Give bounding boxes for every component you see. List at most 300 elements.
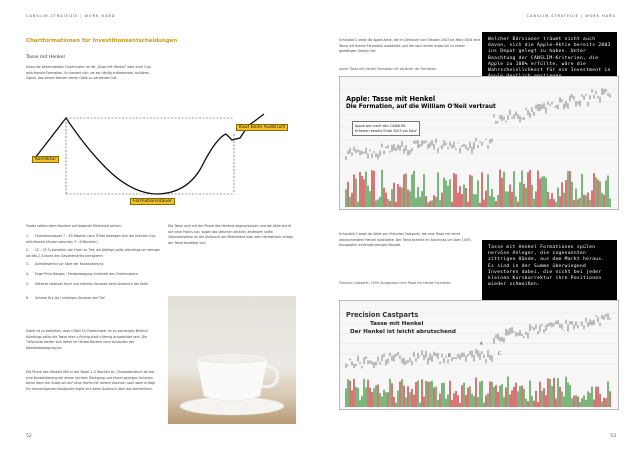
volume-bar: [411, 174, 412, 207]
volume-bar: [575, 189, 576, 207]
volume-bar: [535, 191, 536, 207]
volume-bar: [511, 192, 512, 207]
volume-bar: [447, 186, 448, 207]
volume-bar: [439, 200, 440, 207]
volume-bar: [495, 201, 496, 207]
volume-bar: [549, 379, 550, 407]
volume-bar: [605, 180, 606, 207]
volume-bar: [357, 202, 358, 207]
volume-bar: [537, 402, 538, 407]
volume-bar: [493, 197, 494, 207]
volume-bar: [437, 172, 438, 207]
volume-bar: [347, 182, 348, 207]
list-item: [26, 248, 161, 259]
volume-bar: [399, 187, 400, 207]
volume-bar: [501, 178, 502, 207]
volume-bar: [377, 199, 378, 207]
volume-bar: [573, 396, 574, 407]
volume-bar: [533, 199, 534, 207]
volume-bar: [609, 198, 610, 207]
volume-bar: [369, 191, 370, 207]
volume-bar: [499, 169, 500, 207]
volume-bar: [509, 185, 510, 207]
volume-bar: [415, 382, 416, 407]
volume-bar: [569, 385, 570, 407]
volume-bar: [477, 180, 478, 207]
volume-bar: [475, 194, 476, 207]
volume-bar: [473, 194, 474, 207]
volume-bar: [457, 395, 458, 407]
volume-bar: [353, 379, 354, 407]
chart2-subtitle-2: Der Henkel ist leicht abrutschend: [350, 329, 456, 335]
volume-bar: [387, 392, 388, 407]
volume-bar: [449, 179, 450, 207]
volume-bar: [489, 382, 490, 407]
volume-bar: [513, 171, 514, 207]
precision-stock-chart: [339, 300, 619, 410]
volume-bar: [401, 379, 402, 407]
volume-bar: [505, 388, 506, 407]
chart1-title: Apple: Tasse mit Henkel: [346, 95, 436, 103]
volume-bar: [437, 400, 438, 407]
volume-bar: [603, 195, 604, 207]
volume-bar: [583, 195, 584, 207]
volume-bar: [551, 386, 552, 407]
volume-bar: [601, 193, 602, 207]
volume-bar: [373, 388, 374, 407]
volume-bar: [409, 191, 410, 207]
volume-bar: [409, 392, 410, 407]
volume-bar: [595, 177, 596, 207]
volume-bar: [503, 397, 504, 407]
volume-bar: [477, 397, 478, 407]
volume-bar: [561, 182, 562, 207]
volume-bar: [529, 381, 530, 407]
volume-bar: [355, 387, 356, 407]
coffee-cup-illustration: [168, 296, 296, 424]
volume-bar: [419, 197, 420, 207]
volume-bar: [527, 172, 528, 207]
volume-bar: [363, 379, 364, 407]
volume-bar: [457, 193, 458, 207]
volume-bar: [601, 401, 602, 407]
volume-bar: [445, 180, 446, 207]
running-header: CANSLIM-STRATEGIE | WORK HARD: [26, 14, 116, 18]
volume-bar: [591, 386, 592, 407]
volume-bar: [447, 395, 448, 407]
volume-bar: [533, 401, 534, 407]
subsection-title: Tasse mit Henkel: [26, 55, 65, 60]
col1-intro: Trader sollten beim Handeln auf folgende Merkmale achten:: [26, 224, 122, 228]
volume-bar: [485, 395, 486, 407]
volume-bar: [357, 388, 358, 407]
volume-bar: [515, 196, 516, 207]
volume-bar: [585, 195, 586, 207]
volume-bar: [563, 193, 564, 207]
volume-bar: [531, 396, 532, 407]
volume-bar: [397, 391, 398, 407]
volume-bar: [485, 191, 486, 207]
volume-bar: [371, 392, 372, 407]
volume-bar: [405, 173, 406, 207]
volume-bar: [427, 382, 428, 407]
volume-bar: [515, 383, 516, 407]
volume-bar: [561, 392, 562, 407]
volume-bar: [491, 189, 492, 207]
volume-bar: [367, 380, 368, 407]
volume-bar: [527, 401, 528, 407]
list-item-text: Höheres relatives Hoch und höheres Volumen beim Ausbruch der Aktie: [35, 282, 149, 286]
volume-bar: [431, 200, 432, 207]
volume-bar: [567, 171, 568, 207]
volume-bar: [605, 398, 606, 407]
volume-bar: [553, 378, 554, 407]
col2-paragraph-1: Die Tasse wird mit der Phase des Henkels abgeschlossen und die Aktie bricht auf neue Hochs aus, wobei das Volumen deutlich ansteigen sollte. Optimalerweise ist der Ausbruch am Widerstand bzw. dem Henkelhoch erfolgt, der Trend bestätigt sich.: [168, 224, 294, 245]
volume-bar: [451, 202, 452, 207]
volume-bar: [365, 387, 366, 407]
volume-bar: [497, 392, 498, 407]
volume-bar: [391, 383, 392, 407]
volume-bar: [545, 178, 546, 207]
section-title: Chartformationen für Investitionsentscheidungen: [26, 38, 178, 44]
volume-bar: [465, 395, 466, 407]
volume-bar: [497, 195, 498, 207]
volume-bar: [607, 381, 608, 407]
volume-bar: [513, 387, 514, 407]
volume-bar: [529, 170, 530, 207]
volume-bar: [509, 395, 510, 407]
volume-bar: [443, 178, 444, 207]
list-item: [26, 296, 161, 302]
volume-bar: [443, 383, 444, 407]
volume-bar: [407, 190, 408, 207]
volume-bar: [505, 191, 506, 207]
volume-bar: [591, 190, 592, 207]
volume-bar: [487, 393, 488, 407]
volume-bar: [349, 197, 350, 207]
black-info-box-2: Tasse mit Henkel Formationen spülen nervöse Anleger, die sogenannten zittrigen Hände, aus dem Markt heraus. Es sind in der Summe überwiegend Investoren dabei, die nicht bei jeder kleinen Kurskorrektur ihre Positionen wieder schmeißen.: [482, 240, 617, 326]
right-paragraph-2: Schaubild 2 zeigt die Aktie von Precision Castparts, die eine Tasse mit leicht abrutschendem Henkel ausbildete. Der Trend brachte im Anschluss um über 100% Kursgewinn innerhalb weniger Monate.: [339, 232, 471, 248]
volume-bar: [375, 385, 376, 407]
volume-bar: [463, 383, 464, 407]
volume-bar: [525, 188, 526, 207]
volume-bar: [345, 388, 346, 407]
chart2-caption: Precision Castparts: 100% Kursgewinn nach Tasse mit Henkel Formation: [339, 281, 451, 285]
volume-bar: [507, 192, 508, 207]
volume-bar: [573, 200, 574, 207]
volume-bar: [577, 199, 578, 207]
volume-bar: [353, 174, 354, 207]
volume-bar: [483, 403, 484, 407]
volume-bar: [421, 191, 422, 207]
list-item: [26, 282, 161, 288]
volume-bar: [377, 384, 378, 407]
volume-bar: [359, 400, 360, 407]
black-info-box-1: Welcher Börsianer träumt nicht auch davon, sich die Apple-Aktie bereits 2003 ins Depot gelegt zu haben. Unter Beachtung der CANSLIM-Kriterien, die Apple zu 100% erfüllte, wäre die Wahrscheinlichkeit für ein Investment in: [482, 32, 617, 122]
volume-bar: [373, 171, 374, 207]
volume-bar: [427, 203, 428, 207]
volume-bar: [539, 382, 540, 407]
volume-bar: [525, 399, 526, 407]
volume-bar: [459, 403, 460, 407]
volume-bar: [577, 396, 578, 407]
volume-bar: [579, 198, 580, 207]
volume-bar: [349, 381, 350, 407]
volume-bar: [589, 200, 590, 207]
volume-bar: [593, 173, 594, 207]
volume-bar: [461, 385, 462, 407]
volume-bar: [401, 188, 402, 207]
volume-bar: [385, 193, 386, 207]
volume-bar: [521, 386, 522, 407]
volume-bar: [441, 193, 442, 207]
chart1-note: Apple war nach den CANSLIM-Kriterien bereits Ende 2003 ein Kauf: [352, 121, 420, 136]
apple-stock-chart: [339, 76, 619, 210]
volume-bar: [431, 381, 432, 407]
volume-bar: [599, 394, 600, 407]
volume-bar: [523, 389, 524, 407]
volume-bar: [417, 380, 418, 407]
volume-bar: [519, 182, 520, 207]
page-number-right: 53: [610, 434, 616, 439]
intro-paragraph: Eines der bekanntesten Chartmuster ist die „Tasse mit Henkel“ oder auch Cup-with-Handle-Formation. Es handelt sich um ein häufig auftretendes, bullishes Signal, das seinen Namen seiner Optik zu verdanken hat.: [26, 65, 152, 81]
volume-bar: [441, 383, 442, 407]
volume-bar: [493, 387, 494, 407]
volume-bar: [471, 394, 472, 407]
volume-bar: [481, 381, 482, 407]
volume-bar: [383, 188, 384, 207]
volume-bar: [405, 397, 406, 407]
chart1-subtitle: Die Formation, auf die William O'Neil vertraut: [346, 104, 496, 110]
volume-bar: [361, 176, 362, 207]
volume-bar: [567, 382, 568, 407]
volume-bar: [455, 391, 456, 407]
list-item-number: 5.: [26, 282, 30, 286]
volume-bar: [361, 396, 362, 407]
volume-bar: [453, 173, 454, 207]
right-paragraph-1: Schaubild 1 zeigt die Apple-Aktie, die im Zeitraum von Oktober 2003 bis März 2004 eine Tasse mit Henkel Formation ausbildete und die nach einem Ausbruch zu einem gewaltigen Gewinn lief.: [339, 38, 481, 54]
volume-bar: [571, 182, 572, 207]
diagram-label-dauer: Formationsdauer: [130, 198, 175, 205]
volume-bar: [597, 387, 598, 407]
volume-bar: [391, 189, 392, 207]
volume-bar: [449, 381, 450, 407]
volume-bar: [393, 183, 394, 207]
page-number-left: 52: [26, 434, 32, 439]
volume-bar: [385, 392, 386, 407]
volume-bar: [463, 185, 464, 207]
volume-bar: [421, 379, 422, 407]
volume-bar: [521, 171, 522, 207]
volume-bar: [417, 187, 418, 207]
volume-bar: [551, 193, 552, 207]
volume-bar: [603, 398, 604, 407]
volume-bar: [519, 386, 520, 407]
volume-bar: [553, 199, 554, 207]
chart2-subtitle: Tasse mit Henkel: [370, 321, 424, 327]
volume-bar: [439, 394, 440, 407]
chart2-title: Precision Castparts: [346, 311, 419, 319]
volume-bar: [381, 170, 382, 207]
volume-bar: [375, 200, 376, 207]
volume-bar: [479, 203, 480, 207]
volume-bar: [479, 382, 480, 407]
volume-bar: [395, 403, 396, 407]
volume-bar: [415, 198, 416, 207]
volume-bar: [461, 194, 462, 207]
volume-bar: [517, 201, 518, 207]
volume-bar: [543, 388, 544, 407]
right-page: [321, 0, 642, 453]
volume-bar: [445, 399, 446, 407]
volume-bar: [563, 396, 564, 407]
volume-bar: [499, 386, 500, 407]
diagram-label-korrektur: Korrektur: [32, 156, 59, 163]
list-item-text: Volume Dry-Up / niedriges Volumen am Tief: [35, 296, 105, 300]
chart2-point-b: B: [448, 353, 451, 358]
volume-bar: [425, 196, 426, 207]
volume-bar: [541, 391, 542, 407]
volume-bar: [387, 199, 388, 207]
volume-bar: [547, 192, 548, 207]
volume-bar: [557, 188, 558, 207]
volume-bar: [369, 388, 370, 407]
volume-bar: [487, 174, 488, 207]
volume-bar: [489, 196, 490, 207]
volume-bar: [471, 176, 472, 207]
volume-bar: [413, 395, 414, 407]
volume-bar: [351, 193, 352, 207]
volume-bar: [459, 186, 460, 207]
volume-bar: [467, 388, 468, 407]
volume-bar: [581, 398, 582, 407]
list-item-number: 3.: [26, 262, 30, 266]
list-item-text: Aufwärtstrend vor Start der Konsolidierung: [35, 262, 104, 266]
volume-bar: [423, 174, 424, 207]
volume-bar: [535, 391, 536, 407]
volume-bar: [383, 390, 384, 407]
volume-bar: [575, 395, 576, 407]
volume-bar: [555, 398, 556, 407]
volume-bar: [469, 175, 470, 207]
volume-bar: [403, 174, 404, 207]
list-item: [26, 234, 161, 245]
volume-bar: [595, 387, 596, 407]
volume-bar: [359, 172, 360, 207]
chart2-point-a: A: [480, 341, 483, 346]
diagram-label-kauf: Kauf beim Ausbruch: [236, 124, 288, 131]
volume-bar: [539, 179, 540, 207]
list-item-number: 2.: [26, 248, 30, 252]
coffee-cup-photo: [168, 296, 296, 424]
volume-bar: [597, 180, 598, 207]
volume-bar: [467, 202, 468, 207]
col1-paragraph-2: Dabei ist zu beachten, dass O'Neil 14 Chartmuster im zu vorherigen Bereich. Allerdings sollte die Tasse eher u-förmig statt v-förmig ausgebildet sein. Die Tiefpunkte stellen sich daher im Henkel-Bereich nach Auslaufen der Abwärtsbewegung ein.: [26, 329, 149, 350]
volume-bar: [531, 185, 532, 207]
volume-bar: [583, 395, 584, 407]
list-item-text: Enge Price-Ranges / Preisbewegung innerhalb des Chartmusters: [35, 272, 138, 276]
running-header-right: CANSLIM-STRATEGIE | WORK HARD: [526, 14, 616, 18]
volume-bar: [559, 387, 560, 407]
volume-bar: [411, 389, 412, 407]
volume-bar: [581, 174, 582, 207]
volume-bar: [403, 386, 404, 407]
volume-bar: [429, 382, 430, 407]
volume-bar: [565, 377, 566, 407]
volume-bar: [419, 403, 420, 407]
volume-bar: [355, 179, 356, 207]
volume-bar: [511, 390, 512, 407]
volume-bar: [607, 175, 608, 207]
volume-bar: [465, 188, 466, 207]
volume-bar: [351, 390, 352, 407]
volume-bar: [541, 177, 542, 207]
volume-bar: [345, 190, 346, 207]
volume-bar: [393, 397, 394, 407]
volume-bar: [469, 386, 470, 407]
volume-bar: [395, 202, 396, 207]
volume-bar: [367, 186, 368, 207]
volume-bar: [503, 172, 504, 207]
volume-bar: [453, 393, 454, 407]
volume-bar: [507, 377, 508, 407]
volume-bar: [571, 398, 572, 407]
volume-bar: [599, 182, 600, 207]
volume-bar: [585, 400, 586, 407]
volume-bar: [543, 176, 544, 207]
volume-bar: [587, 391, 588, 407]
volume-bar: [399, 382, 400, 407]
volume-bar: [371, 170, 372, 207]
volume-bar: [363, 179, 364, 207]
volume-bar: [569, 171, 570, 207]
volume-bar: [547, 378, 548, 407]
volume-bar: [589, 393, 590, 407]
col1-paragraph-3: Die Phase des Henkels fällt in der Regel 1–2 Wochen an. Charakteristisch ist hier eine Konsolidierung bei einem leichten Rückgang und einem geringen Volumen, bevor dann der Ausbruch auf neue Hochs mit hohem Volumen nach oben erfolgt. Ein hervorragender Kaufpunkt ergibt sich beim Ausbruch über das Henkelhoch.: [26, 370, 156, 391]
volume-bar: [549, 199, 550, 207]
volume-bar: [609, 391, 610, 407]
volume-bar: [413, 171, 414, 207]
volume-bar: [587, 193, 588, 207]
volume-bar: [473, 396, 474, 407]
volume-bar: [545, 395, 546, 407]
volume-bar: [483, 200, 484, 207]
cup-handle-diagram: [26, 98, 294, 216]
volume-bar: [491, 382, 492, 407]
volume-bar: [379, 393, 380, 407]
list-item: [26, 272, 161, 278]
volume-bar: [517, 391, 518, 407]
list-item-text: 12 – 33 % Korrektur von Hoch zu Tief; die Abfolge sollte allerdings um weniger als das 2,5-fache des Gesamtmarkts korrigieren: [26, 248, 161, 258]
volume-bar: [501, 384, 502, 407]
volume-bar: [365, 172, 366, 207]
volume-bar: [537, 170, 538, 207]
volume-bar: [429, 201, 430, 207]
volume-bar: [379, 197, 380, 207]
volume-bar: [433, 387, 434, 407]
list-item-text: Formationsdauer 7 – 65 Wochen (laut O'Neil bewegen sich die meisten Cup-with-Handle-Muster zwischen 3 – 6 Monaten): [26, 234, 157, 244]
volume-bar: [523, 184, 524, 207]
volume-bar: [579, 402, 580, 407]
volume-bar: [555, 202, 556, 207]
volume-bar: [407, 386, 408, 407]
volume-bar: [565, 180, 566, 207]
list-item-number: 6.: [26, 296, 30, 300]
list-item-number: 1.: [26, 234, 30, 238]
volume-bar: [559, 196, 560, 207]
volume-bar: [423, 396, 424, 407]
volume-bar: [475, 378, 476, 407]
